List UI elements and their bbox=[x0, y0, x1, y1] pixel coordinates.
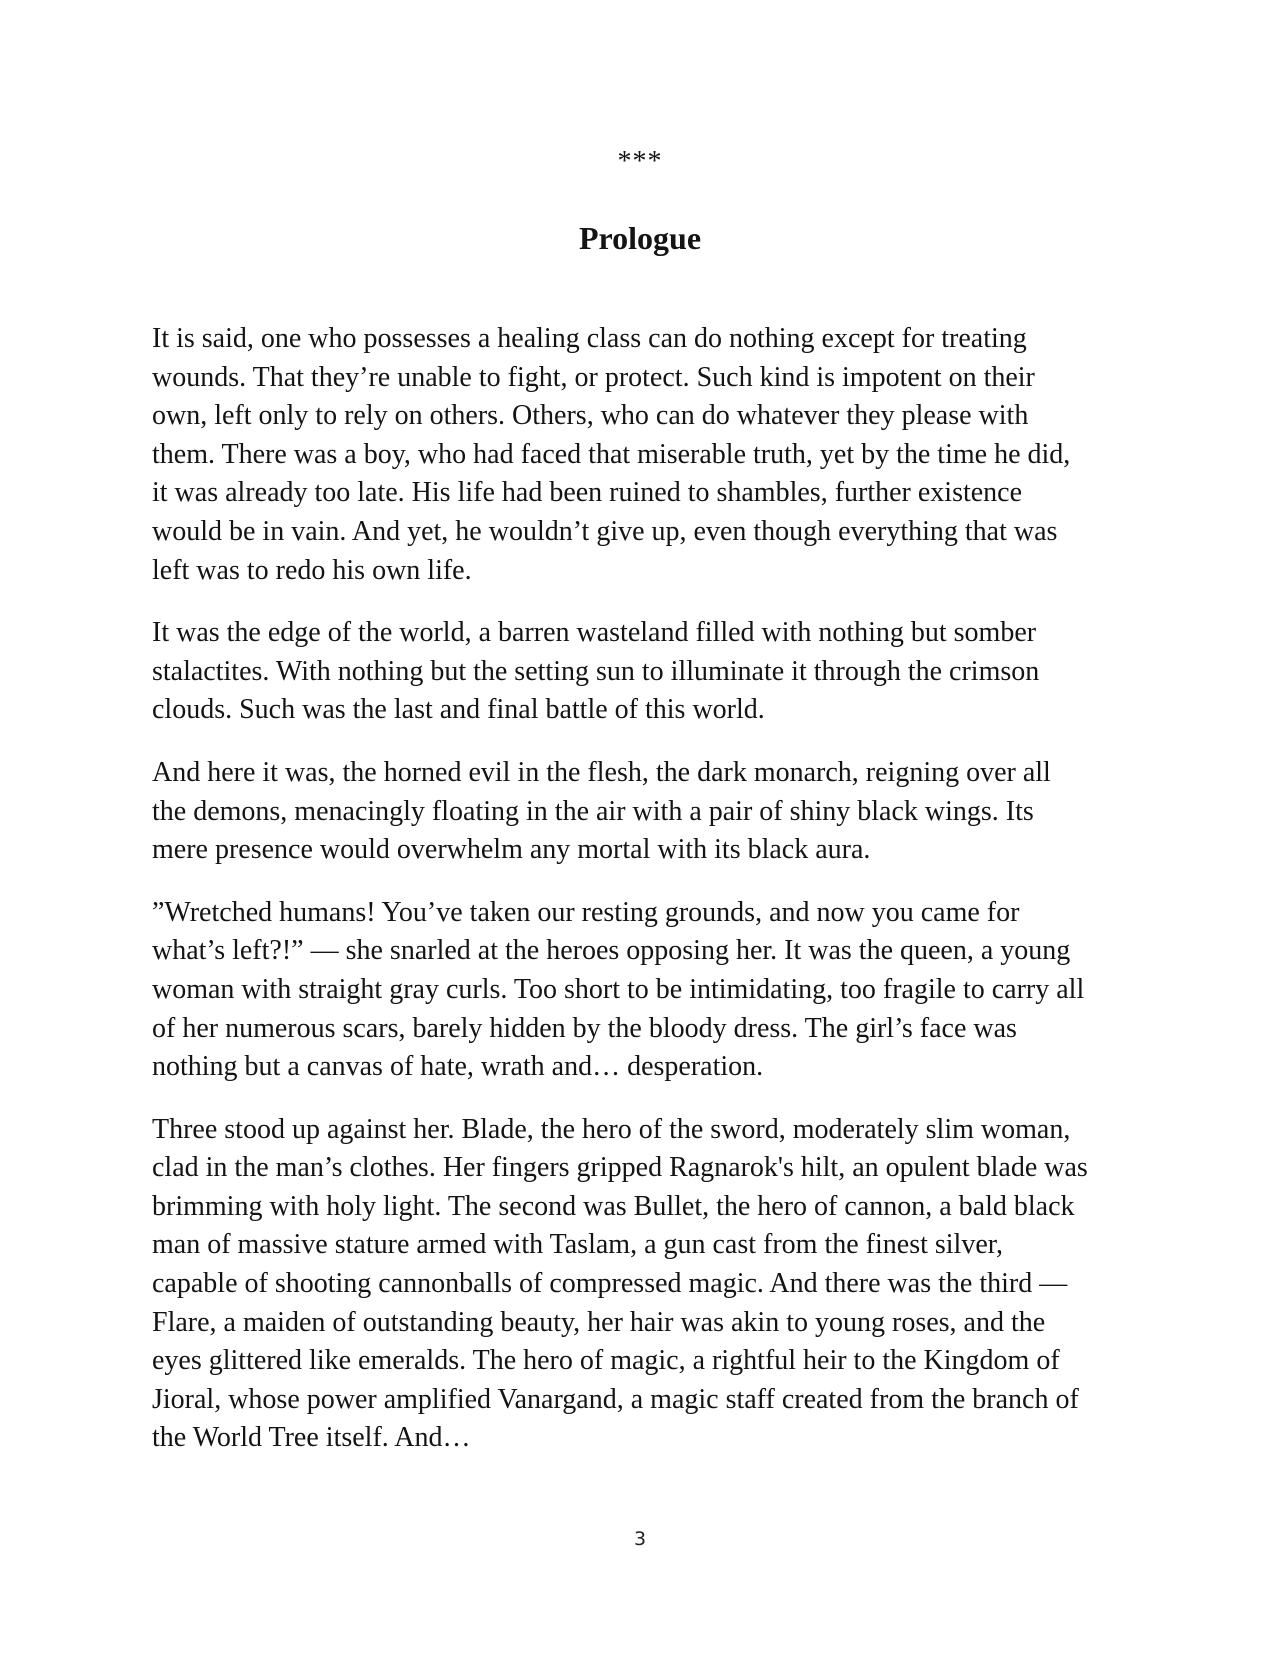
text-line: wounds. That they’re unable to fight, or protect. Such kind is impotent on their bbox=[152, 361, 1035, 393]
text-line: woman with straight gray curls. Too short to be intimidating, too fragile to carry all bbox=[152, 973, 1085, 1005]
text-line: left was to redo his own life. bbox=[152, 554, 472, 586]
text-line: Jioral, whose power amplified Vanargand, a magic staff created from the branch of bbox=[152, 1383, 1079, 1415]
text-line: ”Wretched humans! You’ve taken our resting grounds, and now you came for bbox=[152, 896, 1020, 928]
text-line: It was the edge of the world, a barren wasteland filled with nothing but somber bbox=[152, 617, 1037, 649]
paragraph-4 bbox=[152, 894, 1142, 1087]
text-line: of her numerous scars, barely hidden by the bloody dress. The girl’s face was bbox=[152, 1012, 1017, 1044]
text-line: it was already too late. His life had been ruined to shambles, further existence bbox=[152, 477, 1023, 509]
text-line: what’s left?!” — she snarled at the heroes opposing her. It was the queen, a young bbox=[152, 935, 1071, 967]
section-separator: *** bbox=[617, 146, 663, 177]
text-line: would be in vain. And yet, he wouldn’t give up, even though everything that was bbox=[152, 515, 1058, 547]
paragraph-5 bbox=[152, 1111, 1142, 1458]
text-line: own, left only to rely on others. Others, who can do whatever they please with bbox=[152, 400, 1029, 432]
page-number: 3 bbox=[633, 1528, 647, 1550]
text-line: man of massive stature armed with Taslam, a gun cast from the finest silver, bbox=[152, 1229, 1003, 1261]
text-line: brimming with holy light. The second was Bullet, the hero of cannon, a bald black bbox=[152, 1190, 1075, 1222]
text-line: them. There was a boy, who had faced that miserable truth, yet by the time he did, bbox=[152, 438, 1071, 470]
text-line: mere presence would overwhelm any mortal with its black aura. bbox=[152, 834, 871, 866]
chapter-body bbox=[152, 320, 1142, 1482]
text-line: the demons, menacingly floating in the air with a pair of shiny black wings. Its bbox=[152, 795, 1034, 827]
text-line: Three stood up against her. Blade, the hero of the sword, moderately slim woman, bbox=[152, 1113, 1071, 1145]
text-line: eyes glittered like emeralds. The hero of magic, a rightful heir to the Kingdom of bbox=[152, 1345, 1060, 1377]
text-line: And here it was, the horned evil in the flesh, the dark monarch, reigning over all bbox=[152, 756, 1051, 788]
text-line: It is said, one who possesses a healing class can do nothing except for treating bbox=[152, 323, 1027, 354]
text-line: capable of shooting cannonballs of compressed magic. And there was the third — bbox=[152, 1268, 1068, 1300]
text-line: clad in the man’s clothes. Her fingers gripped Ragnarok's hilt, an opulent blade was bbox=[152, 1152, 1088, 1184]
text-line: stalactites. With nothing but the setting sun to illuminate it through the crimson bbox=[152, 655, 1040, 687]
paragraph-3 bbox=[152, 754, 1142, 870]
paragraph-2 bbox=[152, 614, 1142, 730]
text-line: Flare, a maiden of outstanding beauty, her hair was akin to young roses, and the bbox=[152, 1306, 1046, 1338]
chapter-title: Prologue bbox=[578, 220, 702, 256]
text-line: the World Tree itself. And… bbox=[152, 1422, 471, 1454]
text-line: nothing but a canvas of hate, wrath and… desperation. bbox=[152, 1051, 764, 1083]
paragraph-1 bbox=[152, 320, 1142, 590]
text-line: clouds. Such was the last and final battle of this world. bbox=[152, 694, 765, 726]
